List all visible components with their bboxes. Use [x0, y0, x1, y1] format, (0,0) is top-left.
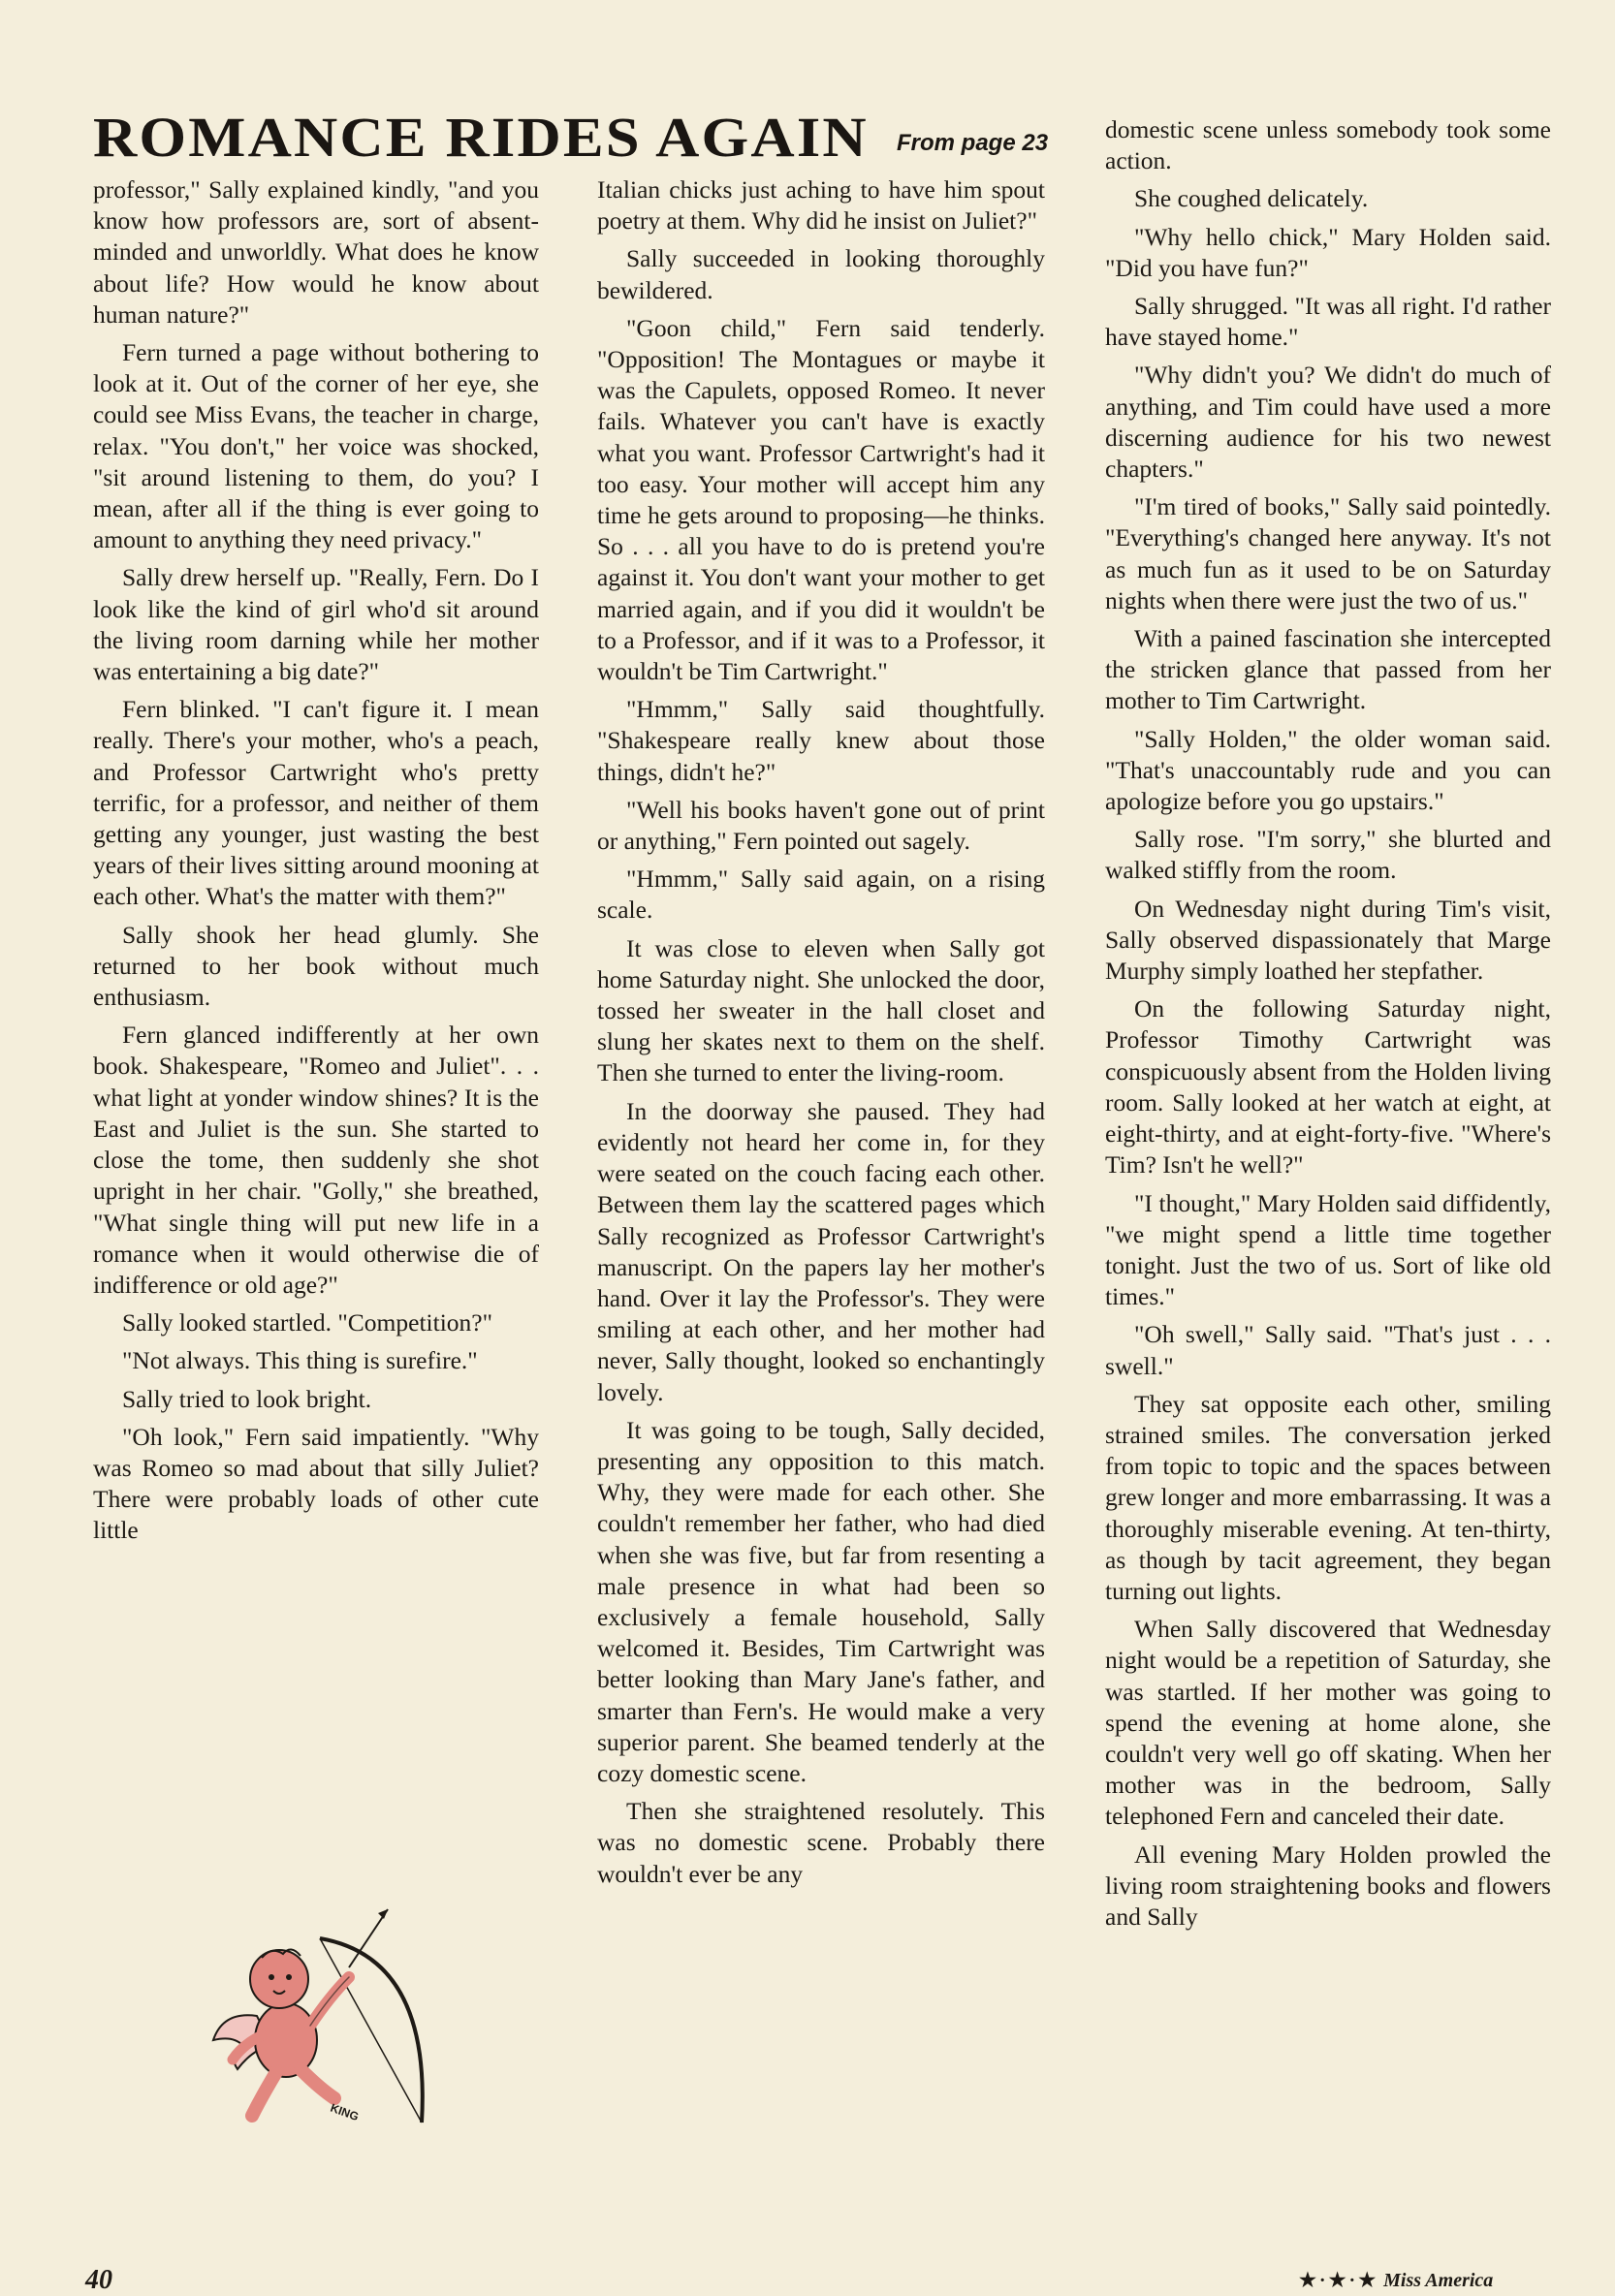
continued-from-label: From page 23	[897, 130, 1049, 156]
paragraph: "Why didn't you? We didn't do much of anything, and Tim could have used a more discerning audience for his two newest chapters."	[1105, 361, 1551, 484]
paragraph: When Sally discovered that Wednesday night would be a repetition of Saturday, she was startled. If her mother was going to spend the evening at home alone, she couldn't very well go off skating. When her mother was in the bedroom, Sally telephoned Fern and canceled their date.	[1105, 1615, 1551, 1831]
paragraph: She coughed delicately.	[1134, 184, 1369, 213]
page-number: 40	[85, 2265, 112, 2295]
paragraph: They sat opposite each other, smiling strained smiles. The conversation jerked from topic to topic and the spaces between grew longer and more embarrassing. It was a thoroughly miserable evening. At ten-thirty, as though by tacit agreement, they began turning out lights.	[1105, 1389, 1551, 1605]
magazine-name: Miss America	[1383, 2270, 1494, 2291]
magazine-footer	[1299, 2268, 1493, 2292]
paragraph: Italian chicks just aching to have him spout poetry at them. Why did he insist on Juliet?"	[597, 175, 1045, 236]
svg-text:KING: KING	[328, 2100, 361, 2124]
paragraph: "Oh swell," Sally said. "That's just . . . swell."	[1105, 1320, 1551, 1380]
paragraph: Sally shrugged. "It was all right. I'd rather have stayed home."	[1105, 292, 1551, 352]
paragraph: All evening Mary Holden prowled the living room straightening books and flowers and Sally	[1105, 1840, 1551, 1931]
paragraph: "Oh look," Fern said impatiently. "Why was Romeo so mad about that silly Juliet? There were probably loads of other cute little	[93, 1422, 539, 1545]
text-column-2	[597, 174, 1045, 1897]
paragraph: Fern blinked. "I can't figure it. I mean really. There's your mother, who's a peach, and Professor Cartwright who's pretty terrific, for a professor, and neither of them getting any younger, just wasting the best years of their lives sitting around mooning at each other. What's the matter with them?"	[93, 695, 539, 911]
paragraph: "Hmmm," Sally said thoughtfully. "Shakespeare really knew about those things, didn't he?"	[597, 695, 1045, 786]
paragraph: Sally succeeded in looking thoroughly bewildered.	[597, 244, 1045, 304]
paragraph: Sally drew herself up. "Really, Fern. Do I look like the kind of girl who'd sit around the living room darning while her mother was entertaining a big date?"	[93, 563, 539, 686]
paragraph: On Wednesday night during Tim's visit, Sally observed dispassionately that Marge Murphy simply loathed her stepfather.	[1105, 894, 1551, 986]
story-title: ROMANCE RIDES AGAIN	[93, 106, 869, 169]
paragraph: "Goon child," Fern said tenderly. "Opposition! The Montagues or maybe it was the Capulets, opposed Romeo. It never fails. Whatever you can't have is exactly what you want. Professor Cartwright's had it too easy. Your mother will accept him any time he gets around to proposing—he thinks. So . . . all you have to do is pretend you're against it. You don't want your mother to get married again, and if you did it wouldn't be to a Professor, and if it was to a Professor, it wouldn't be Tim Cartwright."	[597, 313, 1045, 686]
paragraph: In the doorway she paused. They had evidently not heard her come in, for they were seated on the couch facing each other. Between them lay the scattered pages which Sally recognized as Professor Cartwright's manuscript. On the papers lay her mother's hand. Over it lay the Professor's. They were smiling at each other, and her mother had never, Sally thought, looked so enchantingly lovely.	[597, 1096, 1045, 1406]
paragraph: "I'm tired of books," Sally said pointedly. "Everything's changed here anyway. It's not as much fun as it used to be on Saturday nights when there were just the two of us."	[1105, 492, 1551, 614]
paragraph: "Hmmm," Sally said again, on a rising scale.	[597, 865, 1045, 925]
text-column-1	[93, 174, 539, 1554]
paragraph: Then she straightened resolutely. This was no domestic scene. Probably there wouldn't ever be any	[597, 1797, 1045, 1888]
paragraph: "Sally Holden," the older woman said. "That's unaccountably rude and you can apologize before you go upstairs."	[1105, 724, 1551, 816]
paragraph: domestic scene unless somebody took some action.	[1105, 115, 1551, 175]
paragraph: "I thought," Mary Holden said diffidently, "we might spend a little time together tonight. Just the two of us. Sort of like old times."	[1105, 1188, 1551, 1311]
paragraph: "Why hello chick," Mary Holden said. "Did you have fun?"	[1105, 222, 1551, 282]
paragraph: "Well his books haven't gone out of print or anything," Fern pointed out sagely.	[597, 795, 1045, 856]
stars-decoration: ★·★·★	[1299, 2270, 1379, 2291]
paragraph: Sally shook her head glumly. She returned to her book without much enthusiasm.	[93, 920, 539, 1012]
paragraph: Fern turned a page without bothering to look at it. Out of the corner of her eye, she could see Miss Evans, the teacher in charge, relax. "You don't," her voice was shocked, "sit around listening to them, do you? I mean, after all if the thing is ever going to amount to anything they need privacy."	[93, 338, 539, 554]
paragraph: It was going to be tough, Sally decided, presenting any opposition to this match. Why, they were made for each other. She couldn't remember her father, who had died when she was five, but far from resenting a male presence in what had been so exclusively a female household, Sally welcomed it. Besides, Tim Cartwright was better looking than Mary Jane's father, and smarter than Fern's. He would make a very superior parent. She beamed tenderly at the cozy domestic scene.	[597, 1415, 1045, 1787]
paragraph: Sally tried to look bright.	[122, 1384, 372, 1413]
paragraph: On the following Saturday night, Professor Timothy Cartwright was conspicuously absent from the Holden living room. Sally looked at her watch at eight, at eight-thirty, and at eight-forty-five. "Where's Tim? Isn't he well?"	[1105, 994, 1551, 1179]
cupid-illustration	[204, 1900, 446, 2142]
paragraph: With a pained fascination she intercepted the stricken glance that passed from her mother to Tim Cartwright.	[1105, 624, 1551, 715]
paragraph: Sally looked startled. "Competition?"	[122, 1308, 493, 1337]
paragraph: "Not always. This thing is surefire."	[122, 1346, 478, 1375]
paragraph: Fern glanced indifferently at her own book. Shakespeare, "Romeo and Juliet". . . what light at yonder window shines? It is the East and Juliet is the sun. She started to close the tome, then suddenly she shot upright in her chair. "Golly," she breathed, "What single thing will put new life in a romance when it would otherwise die of indifference or old age?"	[93, 1021, 539, 1299]
paragraph: professor," Sally explained kindly, "and you know how professors are, sort of absent-minded and unworldly. What does he know about life? How would he know about human nature?"	[93, 175, 539, 329]
paragraph: Sally rose. "I'm sorry," she blurted and walked stiffly from the room.	[1105, 825, 1551, 885]
paragraph: It was close to eleven when Sally got home Saturday night. She unlocked the door, tossed her sweater in the hall closet and slung her skates next to them on the shelf. Then she turned to enter the living-room.	[597, 933, 1045, 1087]
text-column-3	[1105, 114, 1551, 1939]
